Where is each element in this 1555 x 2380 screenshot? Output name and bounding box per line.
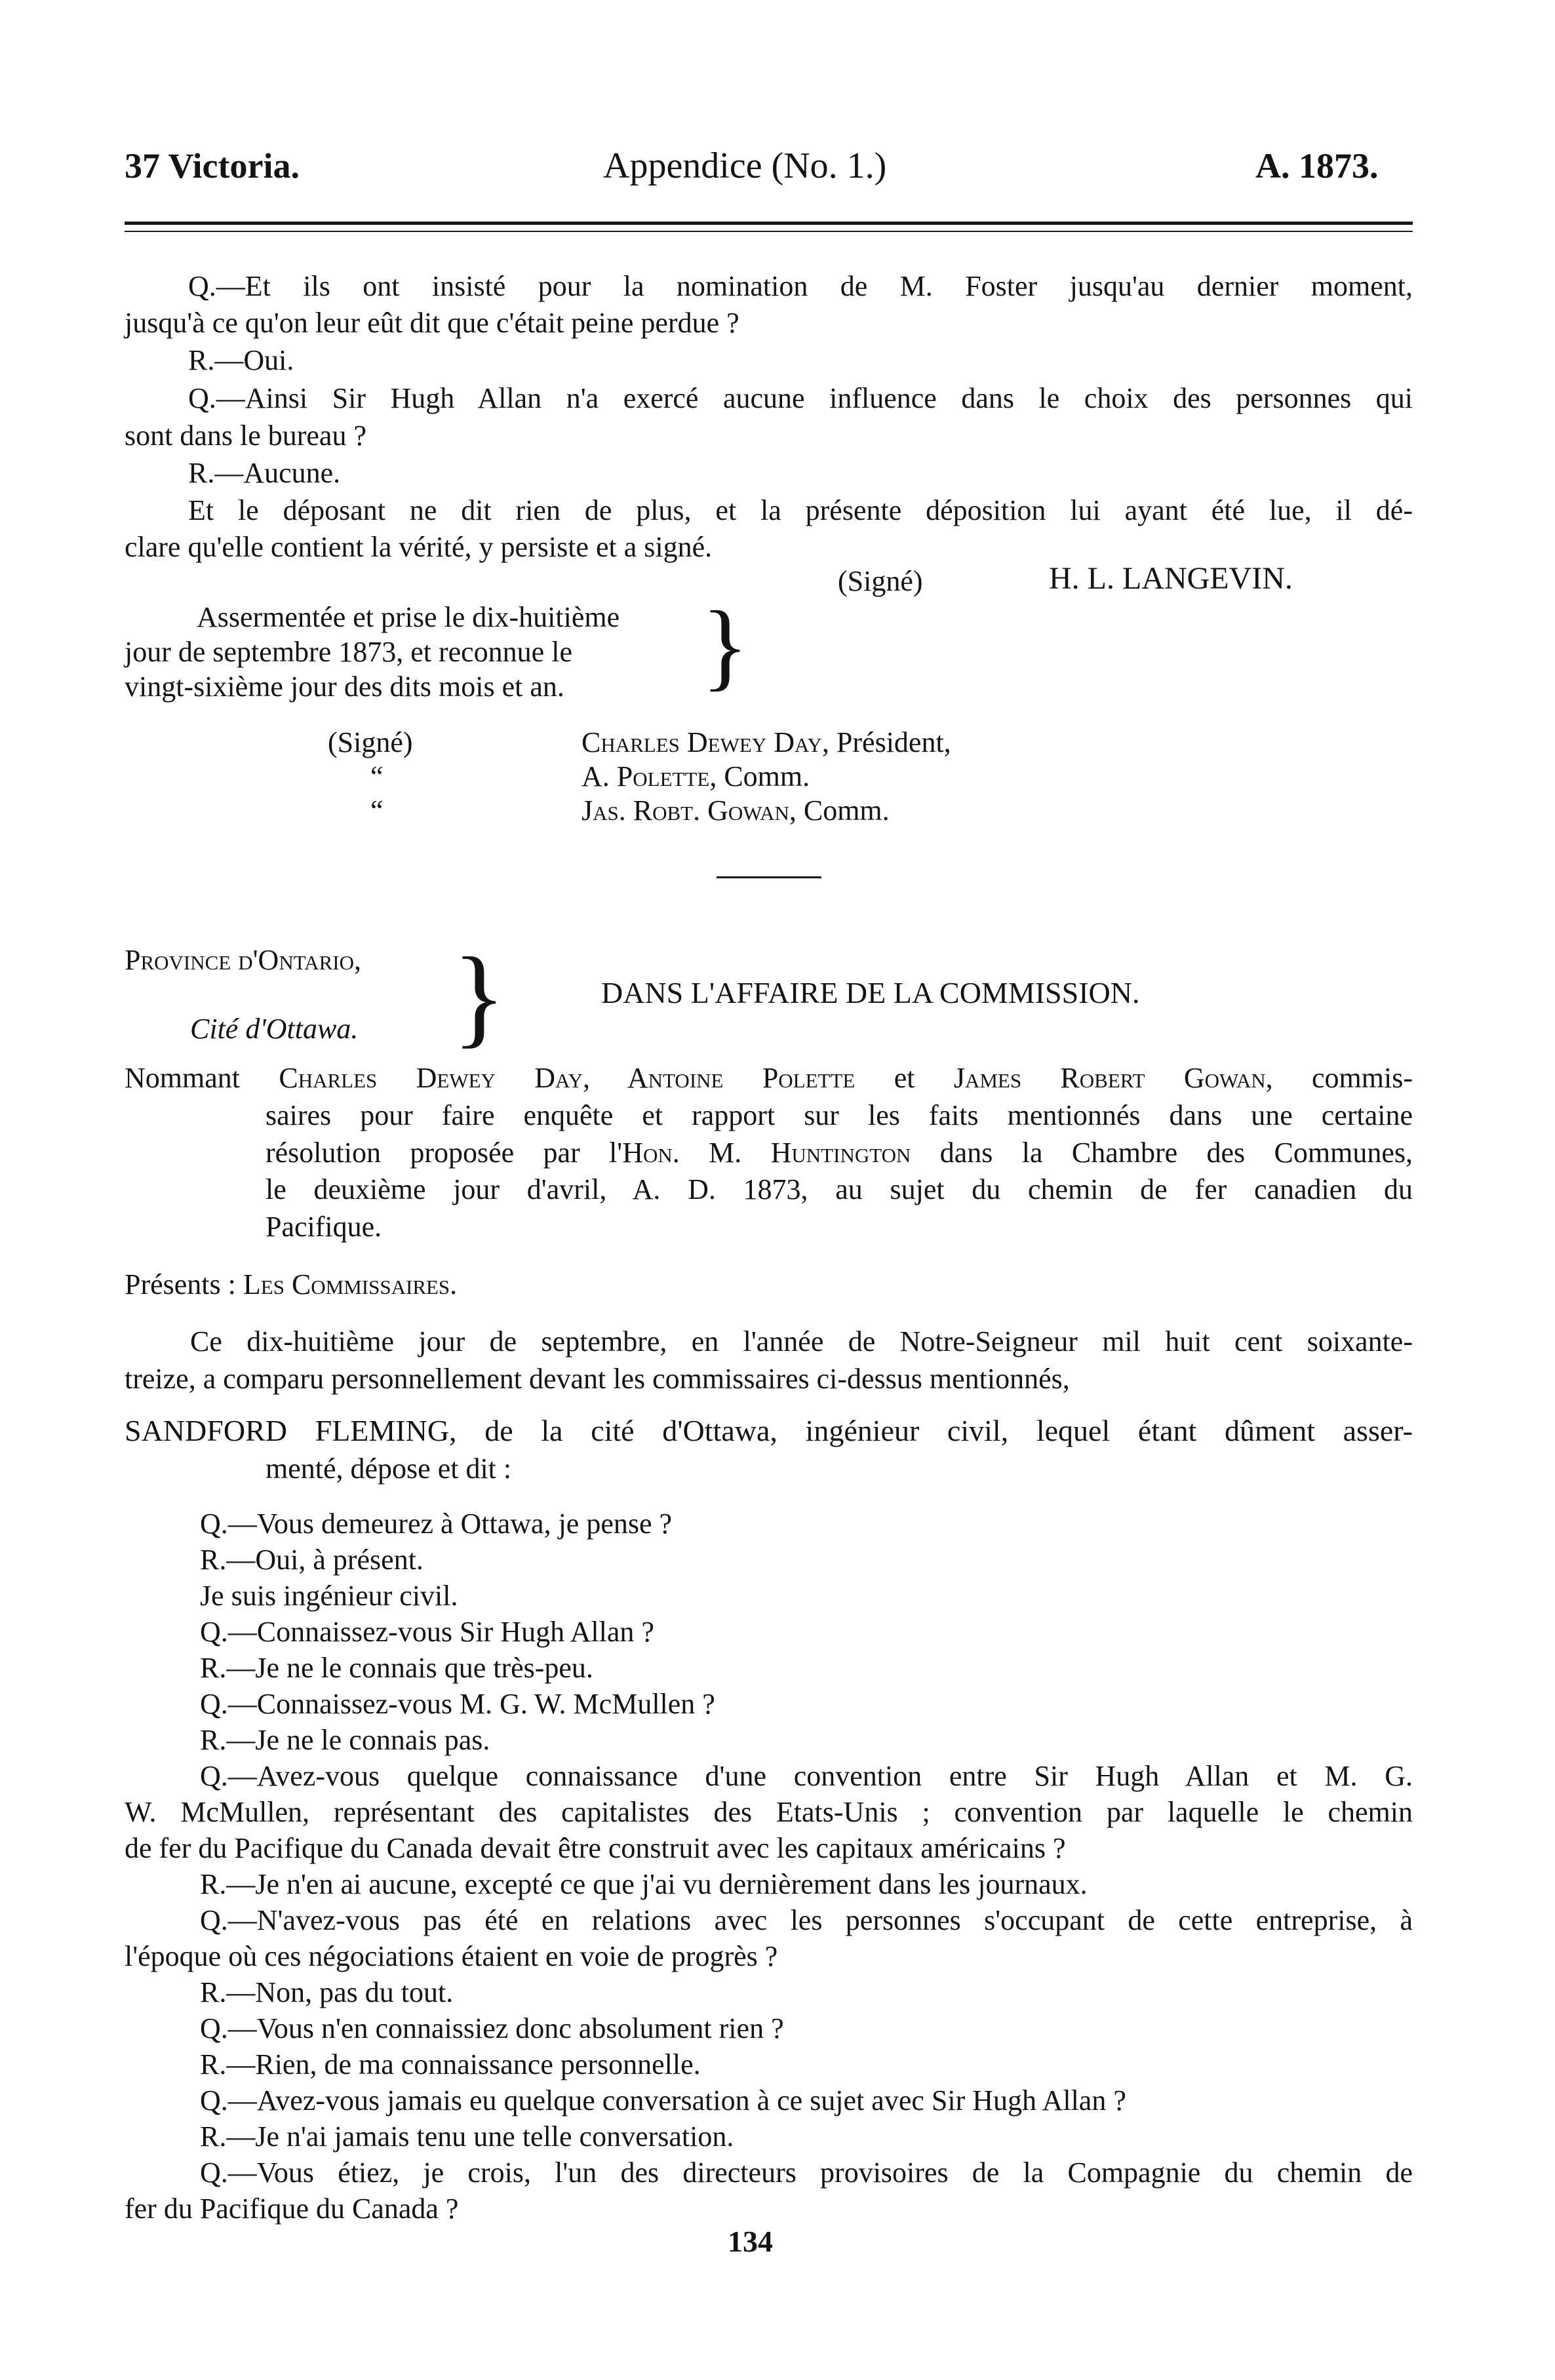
province-city: Cité d'Ottawa.: [190, 1013, 359, 1045]
header-session: 37 Victoria.: [125, 146, 300, 185]
qa-line: Q.—Connaissez-vous M. G. W. McMullen ?: [200, 1688, 715, 1720]
qa-line: fer du Pacifique du Canada ?: [125, 2193, 459, 2225]
header-year: A. 1873.: [1255, 146, 1379, 185]
presents-label: Présents :: [125, 1268, 243, 1300]
text-line: R.—Oui.: [188, 344, 294, 376]
ditto-mark: “: [370, 794, 384, 827]
qa-line: R.—Oui, à présent.: [200, 1544, 423, 1576]
text-run: Charles Dewey Day, Antoine Polette: [279, 1062, 856, 1094]
qa-line: W. McMullen, représentant des capitalistes des Etats-Unis ; convention par laquelle le chemin: [125, 1796, 1413, 1828]
qa-line: Q.—Vous demeurez à Ottawa, je pense ?: [200, 1508, 673, 1540]
nommant-line: le deuxième jour d'avril, A. D. 1873, au sujet du chemin de fer canadien du: [266, 1173, 1413, 1205]
qa-line: R.—Je n'ai jamais tenu une telle conversation.: [200, 2120, 734, 2153]
header-rule-bottom: [125, 231, 1413, 232]
qa-line: de fer du Pacifique du Canada devait être construit avec les capitaux américains ?: [125, 1832, 1066, 1864]
commissioner-name: A. Polette: [581, 760, 710, 792]
text-line: Et le déposant ne dit rien de plus, et la présente déposition lui ayant été lue, il dé-: [188, 494, 1413, 526]
qa-line: Q.—Avez-vous jamais eu quelque conversation à ce sujet avec Sir Hugh Allan ?: [200, 2084, 1126, 2117]
commissioner-line: [581, 760, 810, 793]
qa-line: Q.—Connaissez-vous Sir Hugh Allan ?: [200, 1616, 654, 1648]
nommant-line: Pacifique.: [266, 1211, 382, 1243]
text-line: sont dans le bureau ?: [125, 419, 366, 452]
commissioner-line: [581, 726, 951, 759]
qa-line: R.—Je n'en ai aucune, excepté ce que j'ai vu dernièrement dans les journaux.: [200, 1868, 1088, 1900]
text-run: , commis-: [1265, 1062, 1413, 1094]
right-brace-icon: }: [452, 935, 506, 1058]
commissioner-role: , Comm.: [709, 760, 810, 792]
nommant-line: saires pour faire enquête et rapport sur les faits mentionnés dans une certaine: [266, 1099, 1413, 1131]
text-run: Nommant: [125, 1062, 279, 1094]
text-run: et: [855, 1062, 954, 1094]
text-line: treize, a comparu personnellement devant les commissaires ci-dessus mentionnés,: [125, 1363, 1070, 1395]
text-line: R.—Aucune.: [188, 457, 341, 489]
qa-line: R.—Non, pas du tout.: [200, 1976, 454, 2008]
commissioner-name: Charles Dewey Day: [581, 726, 822, 758]
commissioner-role: , Comm.: [789, 794, 890, 827]
commissioner-role: , Président,: [821, 726, 951, 758]
qa-line: Q.—Vous n'en connaissiez donc absolument rien ?: [200, 2012, 784, 2044]
text-run: Hon. M. Huntington: [622, 1137, 911, 1169]
nommant-line: [266, 1137, 1413, 1169]
page-number: 134: [728, 2225, 773, 2258]
text-run: résolution proposée par l': [266, 1137, 623, 1169]
text-run: James Robert Gowan: [953, 1062, 1266, 1094]
sworn-line: Assermentée et prise le dix-huitième: [197, 601, 620, 633]
nommant-line: [125, 1062, 1413, 1095]
qa-line: R.—Je ne le connais pas.: [200, 1724, 490, 1756]
text-line: menté, dépose et dit :: [266, 1453, 512, 1485]
signature-name: H. L. LANGEVIN.: [1049, 561, 1293, 596]
text-line: clare qu'elle contient la vérité, y persiste et a signé.: [125, 531, 713, 563]
qa-line: l'époque où ces négociations étaient en voie de progrès ?: [125, 1940, 778, 1972]
right-brace-icon: }: [701, 591, 749, 700]
qa-line: Q.—N'avez-vous pas été en relations avec les personnes s'occupant de cette entreprise, à: [200, 1904, 1413, 1936]
sworn-line: jour de septembre 1873, et reconnue le: [125, 636, 572, 668]
text-line: Q.—Et ils ont insisté pour la nomination de M. Foster jusqu'au dernier moment,: [188, 270, 1413, 302]
section-divider: [717, 876, 821, 878]
qa-line: Je suis ingénieur civil.: [200, 1580, 458, 1612]
qa-line: R.—Je ne le connais que très-peu.: [200, 1652, 593, 1684]
header-appendix: Appendice (No. 1.): [603, 146, 887, 186]
affaire-title: DANS L'AFFAIRE DE LA COMMISSION.: [601, 976, 1140, 1009]
presents-line: [125, 1268, 457, 1301]
text-line: jusqu'à ce qu'on leur eût dit que c'était peine perdue ?: [125, 307, 739, 339]
commissioners-signe: (Signé): [328, 726, 413, 758]
header-rule-top: [125, 222, 1413, 225]
province-name: Province d'Ontario,: [125, 944, 361, 976]
text-run: dans la Chambre des Communes,: [911, 1137, 1413, 1169]
text-line: SANDFORD FLEMING, de la cité d'Ottawa, ingénieur civil, lequel étant dûment asser-: [125, 1414, 1413, 1447]
text-line: Ce dix-huitième jour de septembre, en l'année de Notre-Seigneur mil huit cent soixante-: [190, 1325, 1413, 1357]
presents-value: Les Commissaires.: [243, 1268, 458, 1300]
qa-line: R.—Rien, de ma connaissance personnelle.: [200, 2048, 701, 2080]
text-line: Q.—Ainsi Sir Hugh Allan n'a exercé aucune influence dans le choix des personnes qui: [188, 382, 1413, 414]
signature-signe: (Signé): [838, 565, 923, 597]
qa-line: Q.—Avez-vous quelque connaissance d'une convention entre Sir Hugh Allan et M. G.: [200, 1760, 1413, 1792]
commissioner-line: [581, 794, 890, 827]
ditto-mark: “: [370, 760, 384, 792]
sworn-line: vingt-sixième jour des dits mois et an.: [125, 671, 564, 703]
commissioner-name: Jas. Robt. Gowan: [581, 794, 789, 827]
qa-line: Q.—Vous étiez, je crois, l'un des directeurs provisoires de la Compagnie du chemin de: [200, 2156, 1413, 2189]
